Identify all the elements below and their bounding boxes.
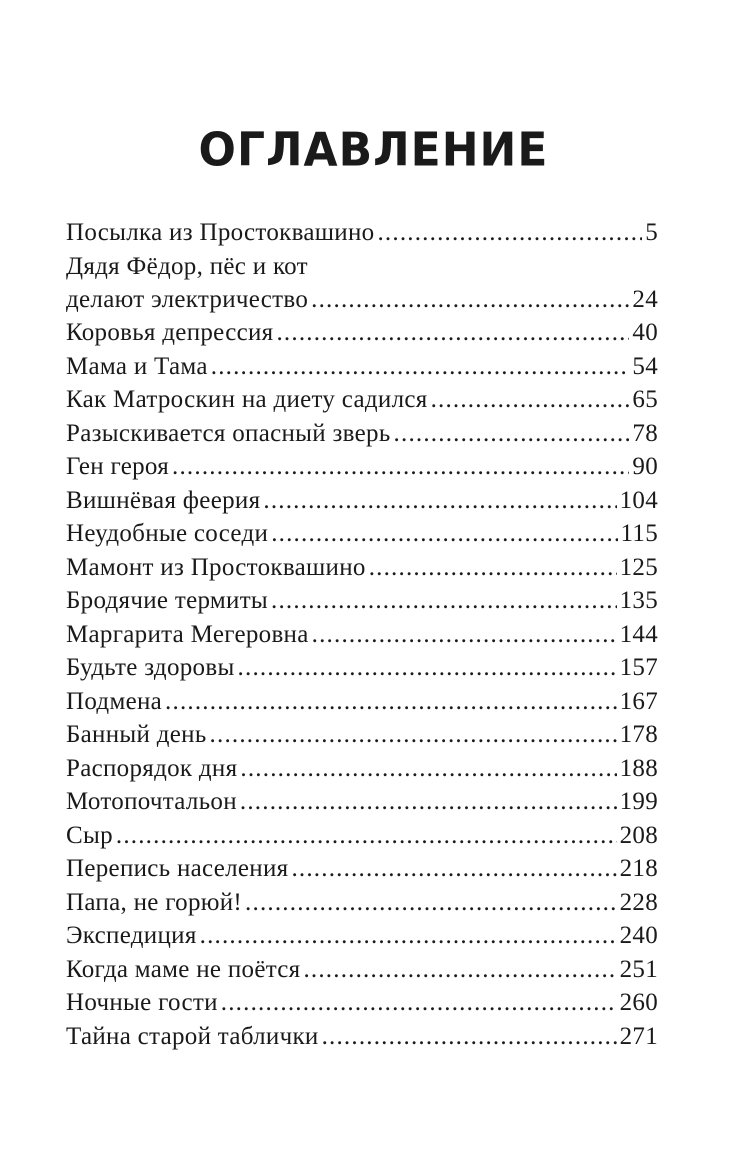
dot-leader (165, 685, 617, 719)
toc-entry-page: 24 (632, 285, 658, 313)
dot-leader (200, 919, 617, 953)
toc-entry[interactable] (66, 417, 658, 451)
toc-entry-title: Банный день (66, 721, 207, 748)
toc-entry[interactable] (66, 618, 658, 652)
toc-entry[interactable] (66, 551, 658, 585)
toc-entry-title: Тайна старой таблички (66, 1022, 319, 1050)
toc-entry-page: 208 (619, 821, 658, 849)
toc-entry[interactable] (66, 718, 658, 752)
toc-entry[interactable] (66, 752, 658, 786)
toc-entry-page: 260 (619, 989, 658, 1016)
toc-entry-page: 104 (619, 486, 658, 514)
toc-entry-page: 218 (619, 855, 658, 882)
toc-entry-title: Мотопочтальон (66, 788, 237, 815)
toc-entry-title: Маргарита Мегеровна (66, 620, 309, 648)
toc-entry-page: 271 (619, 1022, 658, 1050)
dot-leader (240, 752, 616, 786)
toc-entry-page: 5 (645, 219, 658, 246)
toc-entry-page: 251 (619, 955, 658, 983)
dot-leader (312, 618, 617, 652)
dot-leader (238, 651, 617, 685)
toc-entry-title: Папа, не горюй! (66, 888, 243, 916)
toc-entry[interactable] (66, 450, 658, 484)
toc-entry-page: 157 (619, 654, 658, 681)
toc-entry[interactable] (66, 953, 658, 987)
dot-leader (369, 551, 617, 585)
toc-entry-title: Подмена (66, 687, 163, 715)
dot-leader (245, 886, 617, 920)
page-title: ОГЛАВЛЕНИЕ (198, 124, 549, 178)
dot-leader (276, 316, 629, 350)
toc-entry-title: Коровья депрессия (66, 319, 274, 346)
dot-leader (394, 417, 630, 451)
dot-leader (271, 517, 617, 551)
toc-entry-first-line[interactable] (66, 250, 658, 283)
toc-entry[interactable] (66, 685, 658, 719)
toc-entry-page: 240 (619, 922, 658, 949)
toc-entry-title: Ген героя (66, 453, 170, 480)
toc-entry-title: Неудобные соседи (66, 520, 269, 547)
dot-leader (240, 785, 617, 819)
toc-entry-page: 78 (632, 419, 658, 447)
dot-leader (221, 986, 617, 1020)
toc-entry[interactable] (66, 886, 658, 920)
toc-entry[interactable] (66, 651, 658, 685)
toc-entry-page: 188 (619, 754, 658, 782)
toc-entry-page: 178 (619, 721, 658, 748)
toc-entry-title: Дядя Фёдор, пёс и кот (66, 252, 308, 280)
dot-leader (311, 283, 629, 317)
toc-entry-title: Ночные гости (66, 989, 218, 1016)
toc-entry-title: Будьте здоровы (66, 654, 235, 681)
toc-entry[interactable] (66, 1020, 658, 1054)
toc-entry[interactable] (66, 316, 658, 350)
toc-entry-page: 167 (619, 687, 658, 715)
toc-entry[interactable] (66, 584, 658, 618)
dot-leader (291, 852, 616, 886)
toc-entry-page: 125 (619, 553, 658, 581)
toc-entry-page: 135 (619, 587, 658, 614)
toc-entry-title: Как Матроскин на диету садился (66, 386, 428, 413)
toc-entry-page: 228 (619, 888, 658, 916)
toc-entry-title: Мамонт из Простоквашино (66, 553, 366, 581)
table-of-contents (66, 216, 658, 1053)
dot-leader (377, 216, 642, 250)
toc-entry[interactable] (66, 517, 658, 551)
toc-entry-title: делают электричество (66, 285, 309, 313)
toc-entry-title: Когда маме не поётся (66, 955, 301, 983)
dot-leader (172, 450, 629, 484)
toc-entry[interactable] (66, 785, 658, 819)
toc-entry[interactable] (66, 283, 658, 317)
toc-entry-title: Мама и Тама (66, 352, 208, 380)
dot-leader (116, 819, 617, 853)
dot-leader (322, 1020, 617, 1054)
toc-entry-title: Сыр (66, 821, 113, 849)
toc-entry[interactable] (66, 986, 658, 1020)
toc-entry-title: Бродячие термиты (66, 587, 269, 614)
toc-entry[interactable] (66, 819, 658, 853)
dot-leader (303, 953, 616, 987)
toc-entry[interactable] (66, 216, 658, 250)
toc-entry-page: 54 (632, 352, 658, 380)
toc-entry-title: Распорядок дня (66, 754, 238, 782)
dot-leader (431, 383, 630, 417)
toc-entry-title: Вишнёвая феерия (66, 486, 261, 514)
toc-entry[interactable] (66, 852, 658, 886)
toc-entry[interactable] (66, 350, 658, 384)
toc-entry[interactable] (66, 383, 658, 417)
toc-entry-page: 65 (632, 386, 658, 413)
dot-leader (271, 584, 617, 618)
toc-entry-page: 90 (632, 453, 658, 480)
dot-leader (263, 484, 616, 518)
dot-leader (211, 350, 630, 384)
dot-leader (210, 718, 617, 752)
toc-entry-page: 40 (632, 319, 658, 346)
toc-entry-title: Перепись населения (66, 855, 289, 882)
toc-entry-title: Посылка из Простоквашино (66, 219, 375, 246)
toc-entry-page: 199 (619, 788, 658, 815)
toc-entry-title: Разыскивается опасный зверь (66, 419, 391, 447)
toc-entry-page: 115 (620, 520, 658, 547)
toc-entry[interactable] (66, 919, 658, 953)
toc-entry-page: 144 (619, 620, 658, 648)
toc-entry[interactable] (66, 484, 658, 518)
toc-entry-title: Экспедиция (66, 922, 197, 949)
